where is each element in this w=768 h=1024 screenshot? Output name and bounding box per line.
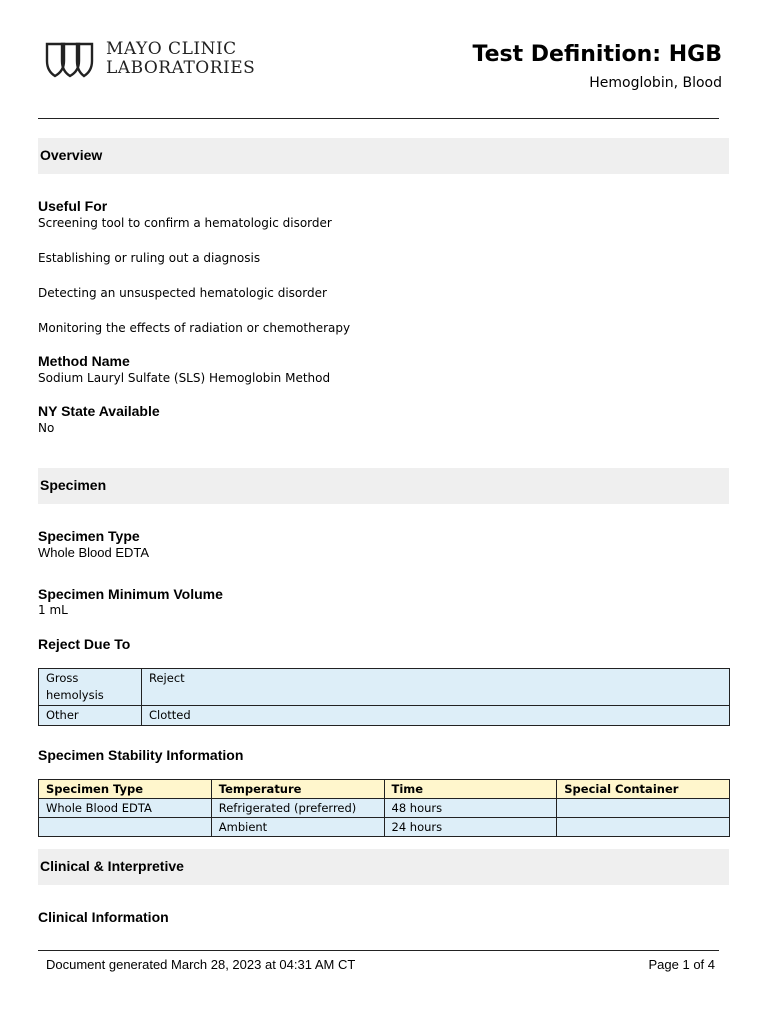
page-title: Test Definition: HGB <box>472 42 722 67</box>
column-header: Special Container <box>557 780 730 799</box>
stability-heading: Specimen Stability Information <box>38 747 244 763</box>
mayo-clinic-logo <box>44 40 274 80</box>
page-subtitle: Hemoglobin, Blood <box>589 75 722 91</box>
table-cell: Gross hemolysis <box>39 669 142 706</box>
useful-for-item: Monitoring the effects of radiation or chemotherapy <box>38 321 351 335</box>
min-volume-value: 1 mL <box>38 603 68 617</box>
table-cell: Ambient <box>211 818 384 837</box>
table-row <box>39 669 730 706</box>
table-cell <box>39 818 212 837</box>
column-header: Specimen Type <box>39 780 212 799</box>
logo-line-1: MAYO CLINIC <box>106 39 237 59</box>
stability-table <box>38 779 730 837</box>
useful-for-item: Screening tool to confirm a hematologic disorder <box>38 216 332 230</box>
table-cell <box>557 799 730 818</box>
specimen-section-title: Specimen <box>40 477 107 493</box>
useful-for-item: Detecting an unsuspected hematologic disorder <box>38 286 327 300</box>
method-name-heading: Method Name <box>38 353 130 369</box>
ny-state-heading: NY State Available <box>38 403 160 419</box>
table-cell: Reject <box>142 669 730 706</box>
table-cell: 24 hours <box>384 818 557 837</box>
footer-page-number: Page 1 of 4 <box>648 957 715 972</box>
table-header-row <box>39 780 730 799</box>
overview-section-bar <box>38 138 729 174</box>
clinical-section-bar <box>38 849 729 885</box>
footer-divider <box>38 950 719 951</box>
footer-generated: Document generated March 28, 2023 at 04:31 AM CT <box>46 957 356 972</box>
header-divider <box>38 118 719 119</box>
table-row <box>39 799 730 818</box>
specimen-type-heading: Specimen Type <box>38 528 140 544</box>
column-header: Time <box>384 780 557 799</box>
table-cell: Whole Blood EDTA <box>39 799 212 818</box>
shield-logo-icon <box>44 41 96 79</box>
table-cell: Refrigerated (preferred) <box>211 799 384 818</box>
useful-for-heading: Useful For <box>38 198 108 214</box>
clinical-info-heading: Clinical Information <box>38 909 169 925</box>
specimen-section-bar <box>38 468 729 504</box>
specimen-type-value: Whole Blood EDTA <box>38 545 150 560</box>
table-cell: Other <box>39 706 142 726</box>
table-cell: 48 hours <box>384 799 557 818</box>
logo-line-2: LABORATORIES <box>106 58 256 78</box>
min-volume-heading: Specimen Minimum Volume <box>38 586 223 602</box>
table-row <box>39 706 730 726</box>
method-name-value: Sodium Lauryl Sulfate (SLS) Hemoglobin Method <box>38 371 331 385</box>
useful-for-item: Establishing or ruling out a diagnosis <box>38 251 261 265</box>
table-row <box>39 818 730 837</box>
overview-section-title: Overview <box>40 147 103 163</box>
clinical-section-title: Clinical & Interpretive <box>40 858 184 874</box>
ny-state-value: No <box>38 421 55 435</box>
reject-table <box>38 668 730 726</box>
table-cell: Clotted <box>142 706 730 726</box>
reject-heading: Reject Due To <box>38 636 131 652</box>
table-cell <box>557 818 730 837</box>
column-header: Temperature <box>211 780 384 799</box>
